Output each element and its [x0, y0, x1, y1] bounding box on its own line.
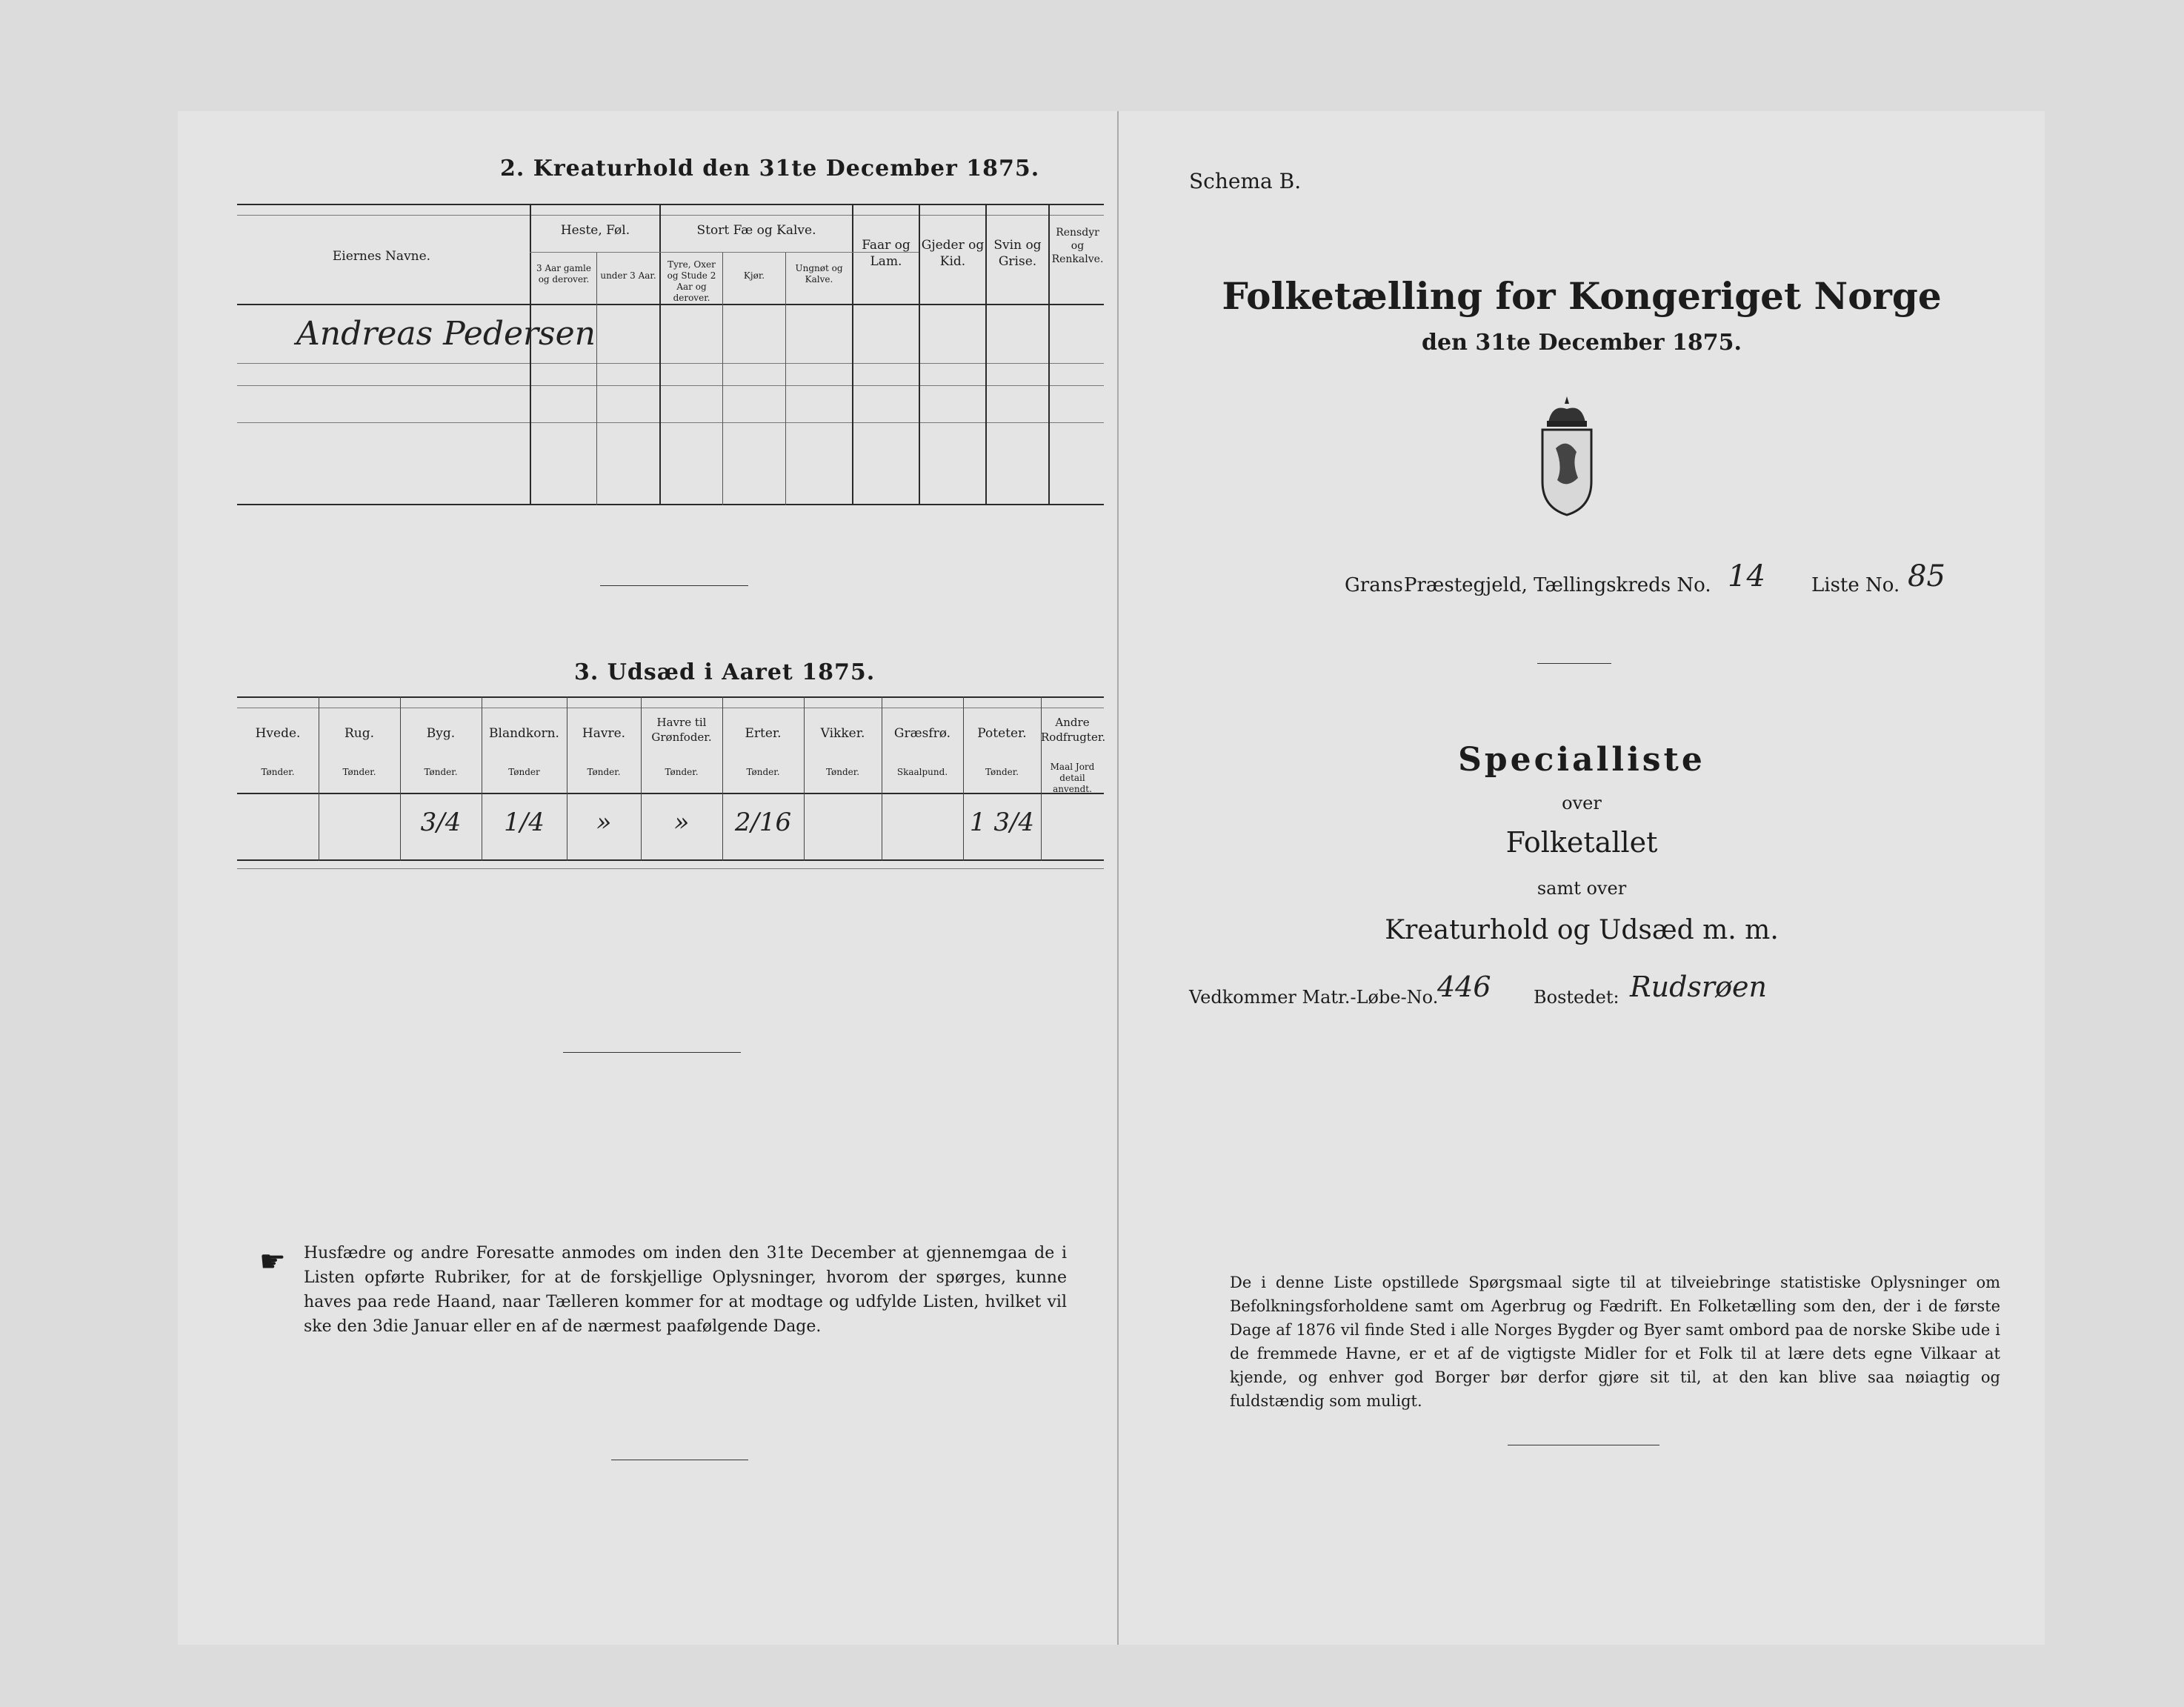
header-faar: Faar og Lam.	[862, 238, 910, 269]
crop-header-name: Rug.	[344, 726, 375, 741]
samt-over-text: samt over	[1537, 878, 1627, 899]
header-heste-under: under 3 Aar.	[600, 270, 656, 281]
header-ungnot: Ungnøt og Kalve.	[795, 263, 843, 284]
crop-header-name: Vikker.	[820, 726, 865, 741]
crop-header-name: Blandkorn.	[489, 726, 559, 741]
census-date: den 31te December 1875.	[1422, 330, 1742, 356]
bosted-label: Bostedet:	[1534, 987, 1619, 1008]
folketallet-text: Folketallet	[1505, 826, 1658, 859]
kreaturhold-text: Kreaturhold og Udsæd m. m.	[1385, 915, 1779, 945]
header-kjor: Kjør.	[743, 270, 765, 281]
crop-header-unit: Tønder.	[587, 767, 621, 777]
header-owner: Eiernes Navne.	[332, 249, 431, 264]
crop-header-name: Græsfrø.	[893, 726, 951, 741]
coat-of-arms-icon	[1534, 393, 1600, 519]
specialliste-title: Specialliste	[1458, 741, 1705, 779]
crop-value: 3/4	[420, 808, 462, 837]
crop-header-unit: Tønder.	[261, 767, 295, 777]
crop-header-name: Hvede.	[255, 726, 301, 741]
crop-header-name: Andre Rodfrugter.	[1041, 716, 1106, 744]
footer-text: De i denne Liste opstillede Spørgsmaal sigte til at tilveiebringe statistiske Oplysninger om Befolkningsforholdene samt om Agerbrug og Fædrift. En Folketælling som den, der i de første Dage af 1876 vil finde Sted i alle Norges Bygder og Byer samt ombord paa de norske Skibe ude i de fremmede Havne, er et af de vigtigste Midler for et Folk til at lære dets egne Vilkaar at kjende, og enhver god Borger bør derfor gjøre sit til, at den kan blive saa nøiagtig og fuldstændig som muligt.	[1230, 1274, 2000, 1410]
parish-name: Grans	[1345, 574, 1403, 596]
crop-header-name: Poteter.	[977, 726, 1027, 741]
crop-value: 2/16	[734, 808, 792, 837]
instructions-note: Husfædre og andre Foresatte anmodes om inden den 31te December at gjennemgaa de i Listen opførte Rubriker, for at de forskjellige Oplysninger, hvorom der spørges, kunne haves paa rede Haand, naar Tælleren kommer for at modtage og udfylde Listen, hvilket vil ske den 3die Januar eller en af de nærmest paafølgende Dage.	[304, 1244, 1067, 1336]
crop-header-name: Havre til Grønfoder.	[651, 716, 712, 744]
header-tyre: Tyre, Oxer og Stude 2 Aar og derover.	[667, 259, 716, 303]
section3-title: 3. Udsæd i Aaret 1875.	[574, 659, 876, 685]
crop-value: 1 3/4	[969, 808, 1035, 837]
crop-header-unit: Tønder.	[342, 767, 376, 777]
crop-header-unit: Tønder.	[746, 767, 780, 777]
crop-header-unit: Tønder.	[825, 767, 860, 777]
crop-value: »	[673, 808, 690, 837]
crop-header-name: Havre.	[582, 726, 626, 741]
over-text-1: over	[1562, 793, 1602, 813]
header-svin: Svin og Grise.	[993, 238, 1042, 269]
header-heste: Heste, Føl.	[560, 223, 630, 238]
crop-column-divider	[804, 696, 805, 861]
crop-value: »	[596, 808, 612, 837]
left-page	[178, 111, 1119, 1645]
liste-number: 85	[1908, 559, 1945, 593]
prestegjeld-label: Præstegjeld, Tællingskreds No.	[1404, 574, 1711, 596]
section2-title: 2. Kreaturhold den 31te December 1875.	[500, 156, 1040, 182]
census-title: Folketælling for Kongeriget Norge	[1222, 274, 1942, 318]
kreds-number: 14	[1728, 559, 1765, 593]
matr-number: 446	[1437, 971, 1491, 1003]
crop-header-unit: Skaalpund.	[896, 767, 948, 777]
header-rensdyr: Rensdyr og Renkalve.	[1051, 227, 1104, 265]
crop-header-unit: Tønder.	[985, 767, 1019, 777]
schema-label: Schema B.	[1189, 169, 1302, 193]
right-page	[1119, 111, 2045, 1645]
crop-header-name: Erter.	[745, 726, 782, 741]
crop-header-unit: Tønder.	[424, 767, 458, 777]
crop-value: 1/4	[504, 808, 545, 837]
crop-header-unit: Tønder.	[665, 767, 699, 777]
liste-label: Liste No.	[1811, 574, 1900, 596]
crop-header-unit: Maal Jord detail anvendt.	[1050, 762, 1095, 794]
bosted-name: Rudsrøen	[1630, 971, 1767, 1003]
header-heste-3aar: 3 Aar gamle og derover.	[536, 263, 591, 284]
crop-header-name: Byg.	[426, 726, 456, 741]
header-stort: Stort Fæ og Kalve.	[696, 223, 816, 238]
crop-header-unit: Tønder	[508, 767, 540, 777]
pointing-hand-icon: ☛	[259, 1245, 286, 1279]
header-gjeder: Gjeder og Kid.	[921, 238, 985, 269]
owner-name: Andreas Pedersen	[296, 315, 596, 353]
matr-label: Vedkommer Matr.-Løbe-No.	[1189, 987, 1439, 1008]
